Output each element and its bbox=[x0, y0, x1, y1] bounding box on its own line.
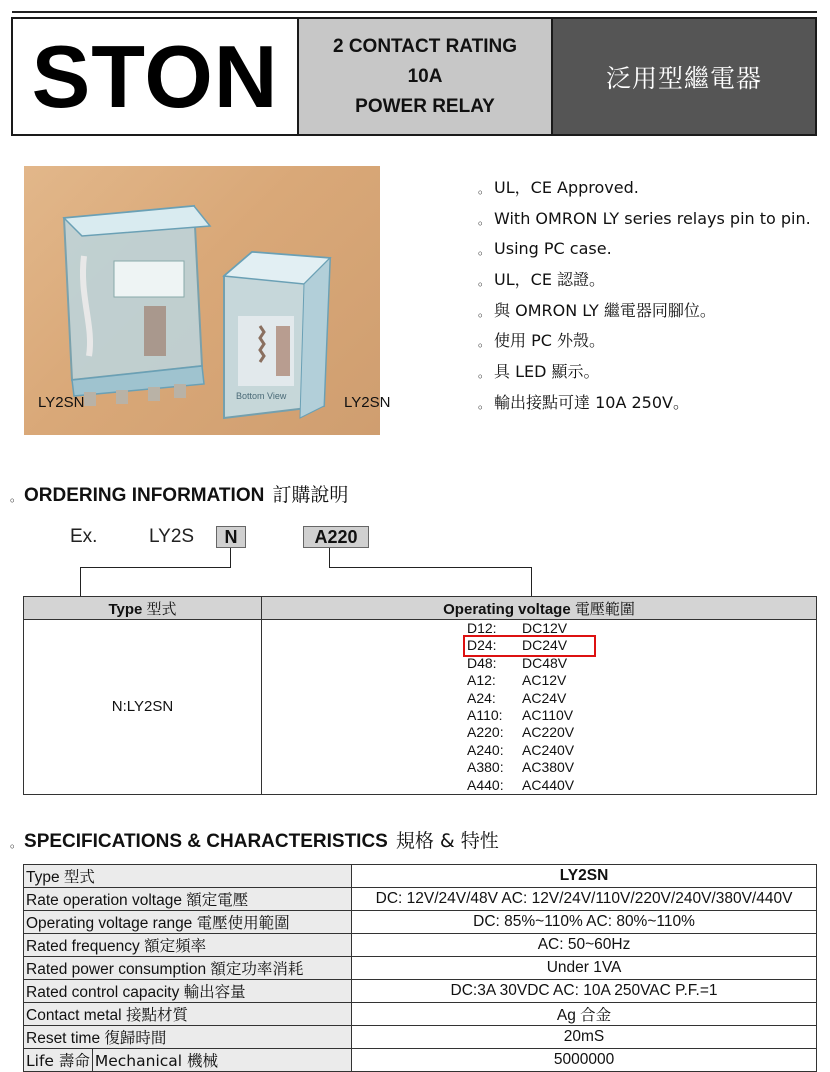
relay-left-body bbox=[64, 206, 210, 406]
bullet-mark: 。 bbox=[10, 490, 23, 504]
voltage-row bbox=[467, 777, 816, 794]
spec-row bbox=[24, 1026, 817, 1049]
ordering-title: ORDERING INFORMATION bbox=[24, 485, 265, 506]
voltage-row bbox=[467, 620, 816, 637]
product-photo bbox=[24, 166, 391, 435]
voltage-value: DC12V bbox=[522, 620, 568, 636]
specs-table bbox=[23, 864, 817, 1072]
feature-item bbox=[478, 360, 811, 391]
bracket-line bbox=[531, 567, 532, 597]
voltage-code: A12: bbox=[467, 672, 496, 689]
spec-label-cn: 額定頻率 bbox=[144, 937, 207, 955]
code-voltage-box: A220 bbox=[303, 526, 369, 548]
col-type-label-cn: 型式 bbox=[146, 599, 177, 618]
voltage-code: A240: bbox=[467, 741, 504, 758]
spec-label-cn: 復歸時間 bbox=[104, 1029, 167, 1047]
spec-label-en: Type bbox=[26, 869, 60, 886]
spec-label-cn: 電壓使用範圍 bbox=[196, 914, 290, 932]
spec-label-en: Rate operation voltage bbox=[26, 892, 182, 909]
col-type-header bbox=[24, 597, 262, 620]
brand-name: STON bbox=[31, 26, 279, 126]
spec-value: DC: 12V/24V/48V AC: 12V/24V/110V/220V/240V/380V/440V bbox=[352, 888, 817, 911]
voltage-row bbox=[467, 672, 816, 689]
bullet-mark: 。 bbox=[478, 304, 491, 319]
voltage-code: D24: bbox=[467, 637, 497, 654]
spec-value: DC:3A 30VDC AC: 10A 250VAC P.F.=1 bbox=[352, 980, 817, 1003]
rating-line-1: 2 CONTACT RATING bbox=[332, 35, 517, 57]
voltage-value: AC220V bbox=[522, 724, 575, 741]
spec-label-en: Rated control capacity bbox=[26, 984, 180, 1001]
spec-value: Under 1VA bbox=[352, 957, 817, 980]
page-header bbox=[11, 17, 817, 136]
voltage-code: D12: bbox=[467, 620, 497, 636]
feature-item bbox=[478, 237, 811, 268]
spec-row bbox=[24, 911, 817, 934]
col-type-label: Type bbox=[108, 600, 143, 618]
feature-item bbox=[478, 329, 811, 360]
specs-title-cn: 規格 & 特性 bbox=[395, 830, 499, 852]
product-title-cn: 泛用型繼電器 bbox=[605, 63, 762, 93]
bullet-mark: 。 bbox=[10, 836, 23, 850]
spec-row bbox=[24, 1003, 817, 1026]
spec-row bbox=[24, 1049, 817, 1072]
photo-label-right: LY2SN bbox=[344, 394, 391, 411]
spec-label-cn: 額定功率消耗 bbox=[210, 960, 304, 978]
bullet-mark: 。 bbox=[478, 243, 491, 258]
voltage-list bbox=[467, 620, 816, 794]
type-value-cell: N:LY2SN bbox=[24, 620, 262, 795]
spec-label-cn: 型式 bbox=[63, 868, 95, 886]
feature-item bbox=[478, 207, 811, 238]
voltage-value: AC240V bbox=[522, 741, 575, 758]
feature-item bbox=[478, 391, 811, 422]
spec-label-cn: 接點材質 bbox=[125, 1006, 188, 1024]
feature-text: 具 LED 顯示。 bbox=[494, 362, 600, 382]
bullet-mark: 。 bbox=[478, 396, 491, 411]
rating-line-2: 10A bbox=[407, 65, 443, 87]
spec-label bbox=[24, 888, 352, 911]
specs-title: SPECIFICATIONS & CHARACTERISTICS bbox=[24, 831, 388, 852]
spec-label bbox=[24, 1003, 352, 1026]
voltage-code: A220: bbox=[467, 724, 504, 741]
voltage-value: AC440V bbox=[522, 776, 575, 793]
feature-item bbox=[478, 176, 811, 207]
feature-text: Using PC case. bbox=[494, 239, 612, 259]
spec-value: DC: 85%~110% AC: 80%~110% bbox=[352, 911, 817, 934]
voltage-row bbox=[467, 724, 816, 741]
spec-row bbox=[24, 957, 817, 980]
feature-text: UL，CE Approved. bbox=[494, 178, 639, 197]
spec-label-cn: 額定電壓 bbox=[186, 891, 249, 909]
feature-item bbox=[478, 299, 811, 330]
spec-value: 20mS bbox=[352, 1026, 817, 1049]
ordering-header-row bbox=[24, 597, 817, 620]
bullet-mark: 。 bbox=[478, 335, 491, 350]
voltage-row bbox=[467, 759, 816, 776]
spec-label-en: Rated frequency bbox=[26, 938, 140, 955]
bullet-mark: 。 bbox=[478, 274, 491, 289]
feature-text: With OMRON LY series relays pin to pin. bbox=[494, 208, 811, 228]
voltage-row bbox=[467, 707, 816, 724]
voltage-code: A440: bbox=[467, 776, 504, 793]
brand-logo bbox=[13, 19, 299, 134]
mechanical-value: 5000000 bbox=[352, 1049, 817, 1072]
spec-label-cn: 輸出容量 bbox=[183, 983, 246, 1001]
voltage-value: DC24V bbox=[522, 637, 568, 654]
spec-row bbox=[24, 888, 817, 911]
bracket-line bbox=[80, 567, 231, 568]
voltage-row bbox=[467, 742, 816, 759]
spec-label-en: Rated power consumption bbox=[26, 961, 207, 978]
bullet-mark: 。 bbox=[478, 366, 491, 381]
feature-item bbox=[478, 268, 811, 299]
feature-text: 與 OMRON LY 繼電器同腳位。 bbox=[494, 300, 716, 320]
voltage-row-highlighted bbox=[465, 637, 594, 654]
feature-text: 使用 PC 外殼。 bbox=[494, 331, 606, 351]
example-prefix: LY2S bbox=[149, 526, 195, 547]
bracket-line bbox=[329, 567, 532, 568]
spec-row bbox=[24, 865, 817, 888]
voltage-list-cell bbox=[262, 620, 817, 795]
bracket-line bbox=[329, 548, 330, 568]
spec-label bbox=[24, 865, 352, 888]
voltage-row bbox=[467, 690, 816, 707]
feature-text: UL，CE 認證。 bbox=[494, 270, 606, 290]
spec-label bbox=[24, 934, 352, 957]
bullet-mark: 。 bbox=[478, 182, 491, 196]
voltage-code: A380: bbox=[467, 759, 504, 776]
spec-label bbox=[24, 957, 352, 980]
life-label bbox=[24, 1049, 93, 1072]
title-panel bbox=[553, 19, 815, 134]
voltage-code: A110: bbox=[467, 706, 503, 723]
spec-label-en: Operating voltage range bbox=[26, 915, 193, 932]
voltage-code: A24: bbox=[467, 689, 496, 706]
voltage-code: D48: bbox=[467, 654, 497, 671]
bracket-line bbox=[230, 548, 231, 568]
voltage-value: AC110V bbox=[522, 706, 574, 723]
example-label: Ex. bbox=[70, 526, 98, 547]
feature-text: 輸出接點可達 10A 250V。 bbox=[494, 392, 689, 412]
ordering-body-row bbox=[24, 620, 817, 795]
ordering-title-cn: 訂購說明 bbox=[272, 484, 349, 506]
spec-value: LY2SN bbox=[352, 865, 817, 888]
spec-value: Ag 合金 bbox=[352, 1003, 817, 1026]
ordering-table bbox=[23, 596, 817, 795]
mechanical-label-text: Mechanical 機械 bbox=[94, 1052, 219, 1070]
voltage-value: AC24V bbox=[522, 689, 567, 706]
spec-label bbox=[24, 911, 352, 934]
feature-list bbox=[478, 176, 811, 422]
code-type-box: N bbox=[216, 526, 246, 548]
bullet-mark: 。 bbox=[478, 212, 491, 227]
spec-row bbox=[24, 980, 817, 1003]
photo-label-left: LY2SN bbox=[38, 394, 85, 411]
rating-line-3: POWER RELAY bbox=[355, 95, 495, 117]
col-voltage-label: Operating voltage bbox=[443, 600, 571, 618]
spec-label bbox=[24, 980, 352, 1003]
voltage-value: AC380V bbox=[522, 759, 575, 776]
voltage-row bbox=[467, 655, 816, 672]
spec-value: AC: 50~60Hz bbox=[352, 934, 817, 957]
col-voltage-header bbox=[262, 597, 817, 620]
spec-label-en: Contact metal bbox=[26, 1007, 122, 1024]
rating-panel bbox=[299, 19, 553, 134]
top-rule bbox=[12, 11, 817, 13]
spec-label-en: Reset time bbox=[26, 1030, 101, 1047]
life-label-text: Life 壽命 bbox=[26, 1052, 90, 1070]
voltage-value: AC12V bbox=[522, 672, 567, 689]
specs-heading bbox=[10, 826, 499, 853]
spec-row bbox=[24, 934, 817, 957]
col-voltage-label-cn: 電壓範圍 bbox=[574, 599, 635, 618]
spec-label bbox=[24, 1026, 352, 1049]
voltage-value: DC48V bbox=[522, 654, 568, 671]
bracket-line bbox=[80, 567, 81, 597]
ordering-heading bbox=[10, 480, 348, 507]
mechanical-label bbox=[92, 1049, 351, 1072]
bottom-view-label: Bottom View bbox=[236, 391, 287, 401]
